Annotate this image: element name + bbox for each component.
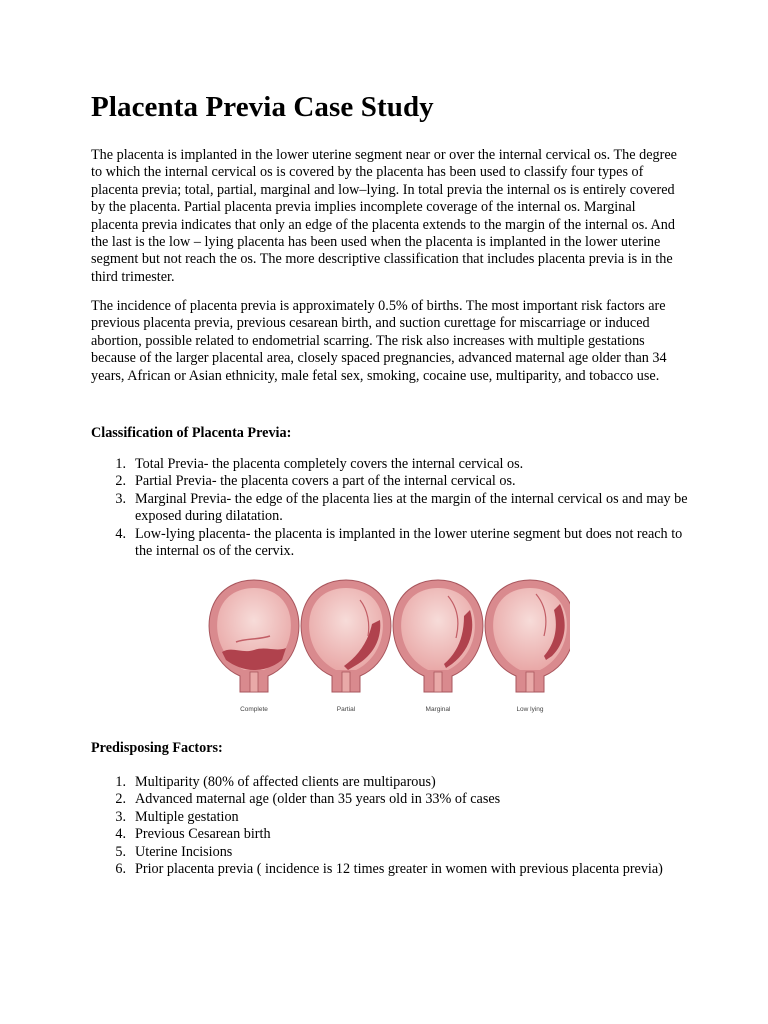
list-item: 1. Multiparity (80% of affected clients are multiparous) (115, 774, 436, 790)
uterus-complete (209, 580, 299, 692)
uterus-marginal (393, 580, 483, 692)
page-title: Placenta Previa Case Study (91, 91, 434, 123)
list-item: 1. Total Previa- the placenta completely covers the internal cervical os. (115, 456, 524, 472)
list-item: 4. Low-lying placenta- the placenta is implanted in the lower uterine segment but does not reach to the internal os of the cervix. (115, 525, 683, 560)
uterus-partial (301, 580, 391, 692)
intro-paragraph: The placenta is implanted in the lower uterine segment near or over the internal cervical os. The degree to which the internal cervical os is covered by the placenta has been used to classify four types of placenta previa; total, partial, marginal and low–lying. In total previa the internal os is entirely covered by the placenta. Partial placenta previa implies incomplete coverage of the internal os. Marginal placenta previa indicates that only an edge of the placenta extends to the margin of the internal os. And the last is the low – lying placenta has been used when the placenta is implanted in the lower uterine segment but not reach the os. The more descriptive classification that includes placenta previa is in the third trimester. (91, 147, 677, 285)
placenta-previa-illustration (200, 572, 570, 722)
list-item: 4. Previous Cesarean birth (115, 826, 271, 843)
list-item: 5. Uterine Incisions (115, 843, 233, 860)
predisposing-heading: Predisposing Factors: (91, 740, 223, 756)
figure-label-partial: Partial (336, 706, 356, 713)
list-item: 6. Prior placenta previa ( incidence is 12 times greater in women with previous placenta previa) (115, 861, 663, 878)
incidence-paragraph: The incidence of placenta previa is approximately 0.5% of births. The most important risk factors are previous placenta previa, previous cesarean birth, and suction curettage for miscarriage or induced abortion, possible related to endometrial scarring. The risk also increases with multiple gestations because of the larger placental area, closely spaced pregnancies, advanced maternal age older than 34 years, African or Asian ethnicity, male fetal sex, smoking, cocaine use, multiparity, and tobacco use. (91, 298, 667, 384)
classification-list (91, 456, 691, 560)
uterus-low-lying (485, 580, 570, 692)
list-item: 2. Advanced maternal age (older than 35 years old in 33% of cases (115, 791, 501, 808)
classification-heading: Classification of Placenta Previa: (91, 425, 292, 441)
figure-label-marginal: Marginal (425, 706, 451, 713)
list-item: 3. Marginal Previa- the edge of the placenta lies at the margin of the internal cervical os and may be exposed during dilatation. (115, 490, 688, 525)
list-item: 3. Multiple gestation (115, 808, 239, 825)
figure-label-complete: Complete (240, 706, 268, 713)
uterus-diagrams (200, 572, 570, 707)
list-item: 2. Partial Previa- the placenta covers a part of the internal cervical os. (115, 473, 516, 490)
figure-label-low-lying: Low lying (516, 706, 544, 713)
predisposing-list (91, 774, 691, 878)
